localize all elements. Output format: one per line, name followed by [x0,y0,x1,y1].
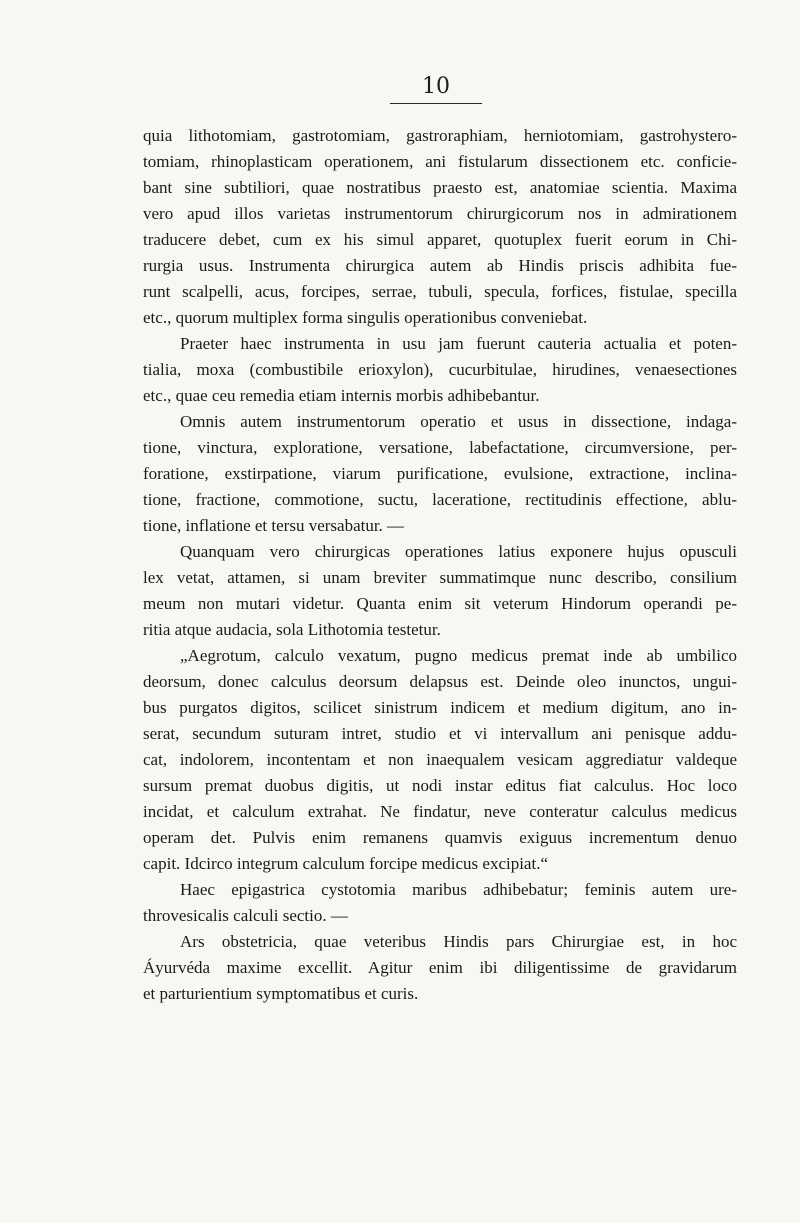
text-line: bant sine subtiliori, quae nostratibus praesto est, anatomiae scientia. Maxima [143,178,737,197]
text-line: traducere debet, cum ex his simul apparet, quotuplex fuerit eorum in Chi- [143,230,737,249]
text-line: Haec epigastrica cystotomia maribus adhibebatur; feminis autem ure- [180,880,737,899]
text-line: vero apud illos varietas instrumentorum chirurgicorum nos in admirationem [143,204,737,223]
text-line: quia lithotomiam, gastrotomiam, gastroraphiam, herniotomiam, gastrohystero- [143,126,737,145]
text-line: tione, vinctura, exploratione, versatione, labefactatione, circumversione, per- [143,438,737,457]
text-line: capit. Idcirco integrum calculum forcipe medicus excipiat.“ [143,854,548,873]
page-number: 10 [390,76,482,104]
text-line: serat, secundum suturam intret, studio et vi intervallum ani penisque addu- [143,724,737,743]
text-line: deorsum, donec calculus deorsum delapsus est. Deinde oleo inunctos, ungui- [143,672,737,691]
text-line: tione, inflatione et tersu versabatur. — [143,516,405,535]
text-line: cat, indolorem, incontentam et non inaequalem vesicam aggrediatur valdeque [143,750,737,769]
body-text [143,123,737,1007]
text-line: bus purgatos digitos, scilicet sinistrum indicem et medium digitum, ano in- [143,698,737,717]
text-line: Quanquam vero chirurgicas operationes latius exponere hujus opusculi [180,542,737,561]
text-line: lex vetat, attamen, si unam breviter summatimque nunc describo, consilium [143,568,737,587]
text-line: Ars obstetricia, quae veteribus Hindis pars Chirurgiae est, in hoc [180,932,737,951]
text-line: „Aegrotum, calculo vexatum, pugno medicus premat inde ab umbilico [180,646,737,665]
text-line: Praeter haec instrumenta in usu jam fuerunt cauteria actualia et poten- [180,334,737,353]
text-line: ritia atque audacia, sola Lithotomia testetur. [143,620,441,639]
text-line: et parturientium symptomatibus et curis. [143,984,419,1003]
text-line: throvesicalis calculi sectio. — [143,906,348,925]
text-line: tione, fractione, commotione, suctu, laceratione, rectitudinis effectione, ablu- [143,490,737,509]
text-line: tialia, moxa (combustibile erioxylon), cucurbitulae, hirudines, venaesectiones [143,360,737,379]
text-line: operam det. Pulvis enim remanens quamvis exiguus incrementum denuo [143,828,737,847]
text-line: rurgia usus. Instrumenta chirurgica autem ab Hindis priscis adhibita fue- [143,256,737,275]
text-line: runt scalpelli, acus, forcipes, serrae, tubuli, specula, forfices, fistulae, specilla [143,282,737,301]
text-line: Omnis autem instrumentorum operatio et usus in dissectione, indaga- [180,412,737,431]
text-line: etc., quae ceu remedia etiam internis morbis adhibebantur. [143,386,540,405]
text-line: sursum premat duobus digitis, ut nodi instar editus fiat calculus. Hoc loco [143,776,737,795]
text-line: foratione, exstirpatione, viarum purificatione, evulsione, extractione, inclina- [143,464,737,483]
text-line: etc., quorum multiplex forma singulis operationibus conveniebat. [143,308,588,327]
text-line: incidat, et calculum extrahat. Ne findatur, neve conteratur calculus medicus [143,802,737,821]
text-line: meum non mutari videtur. Quanta enim sit veterum Hindorum operandi pe- [143,594,737,613]
text-line: tomiam, rhinoplasticam operationem, ani fistularum dissectionem etc. conficie- [143,152,737,171]
text-line: Áyurvéda maxime excellit. Agitur enim ibi diligentissime de gravidarum [143,958,737,977]
